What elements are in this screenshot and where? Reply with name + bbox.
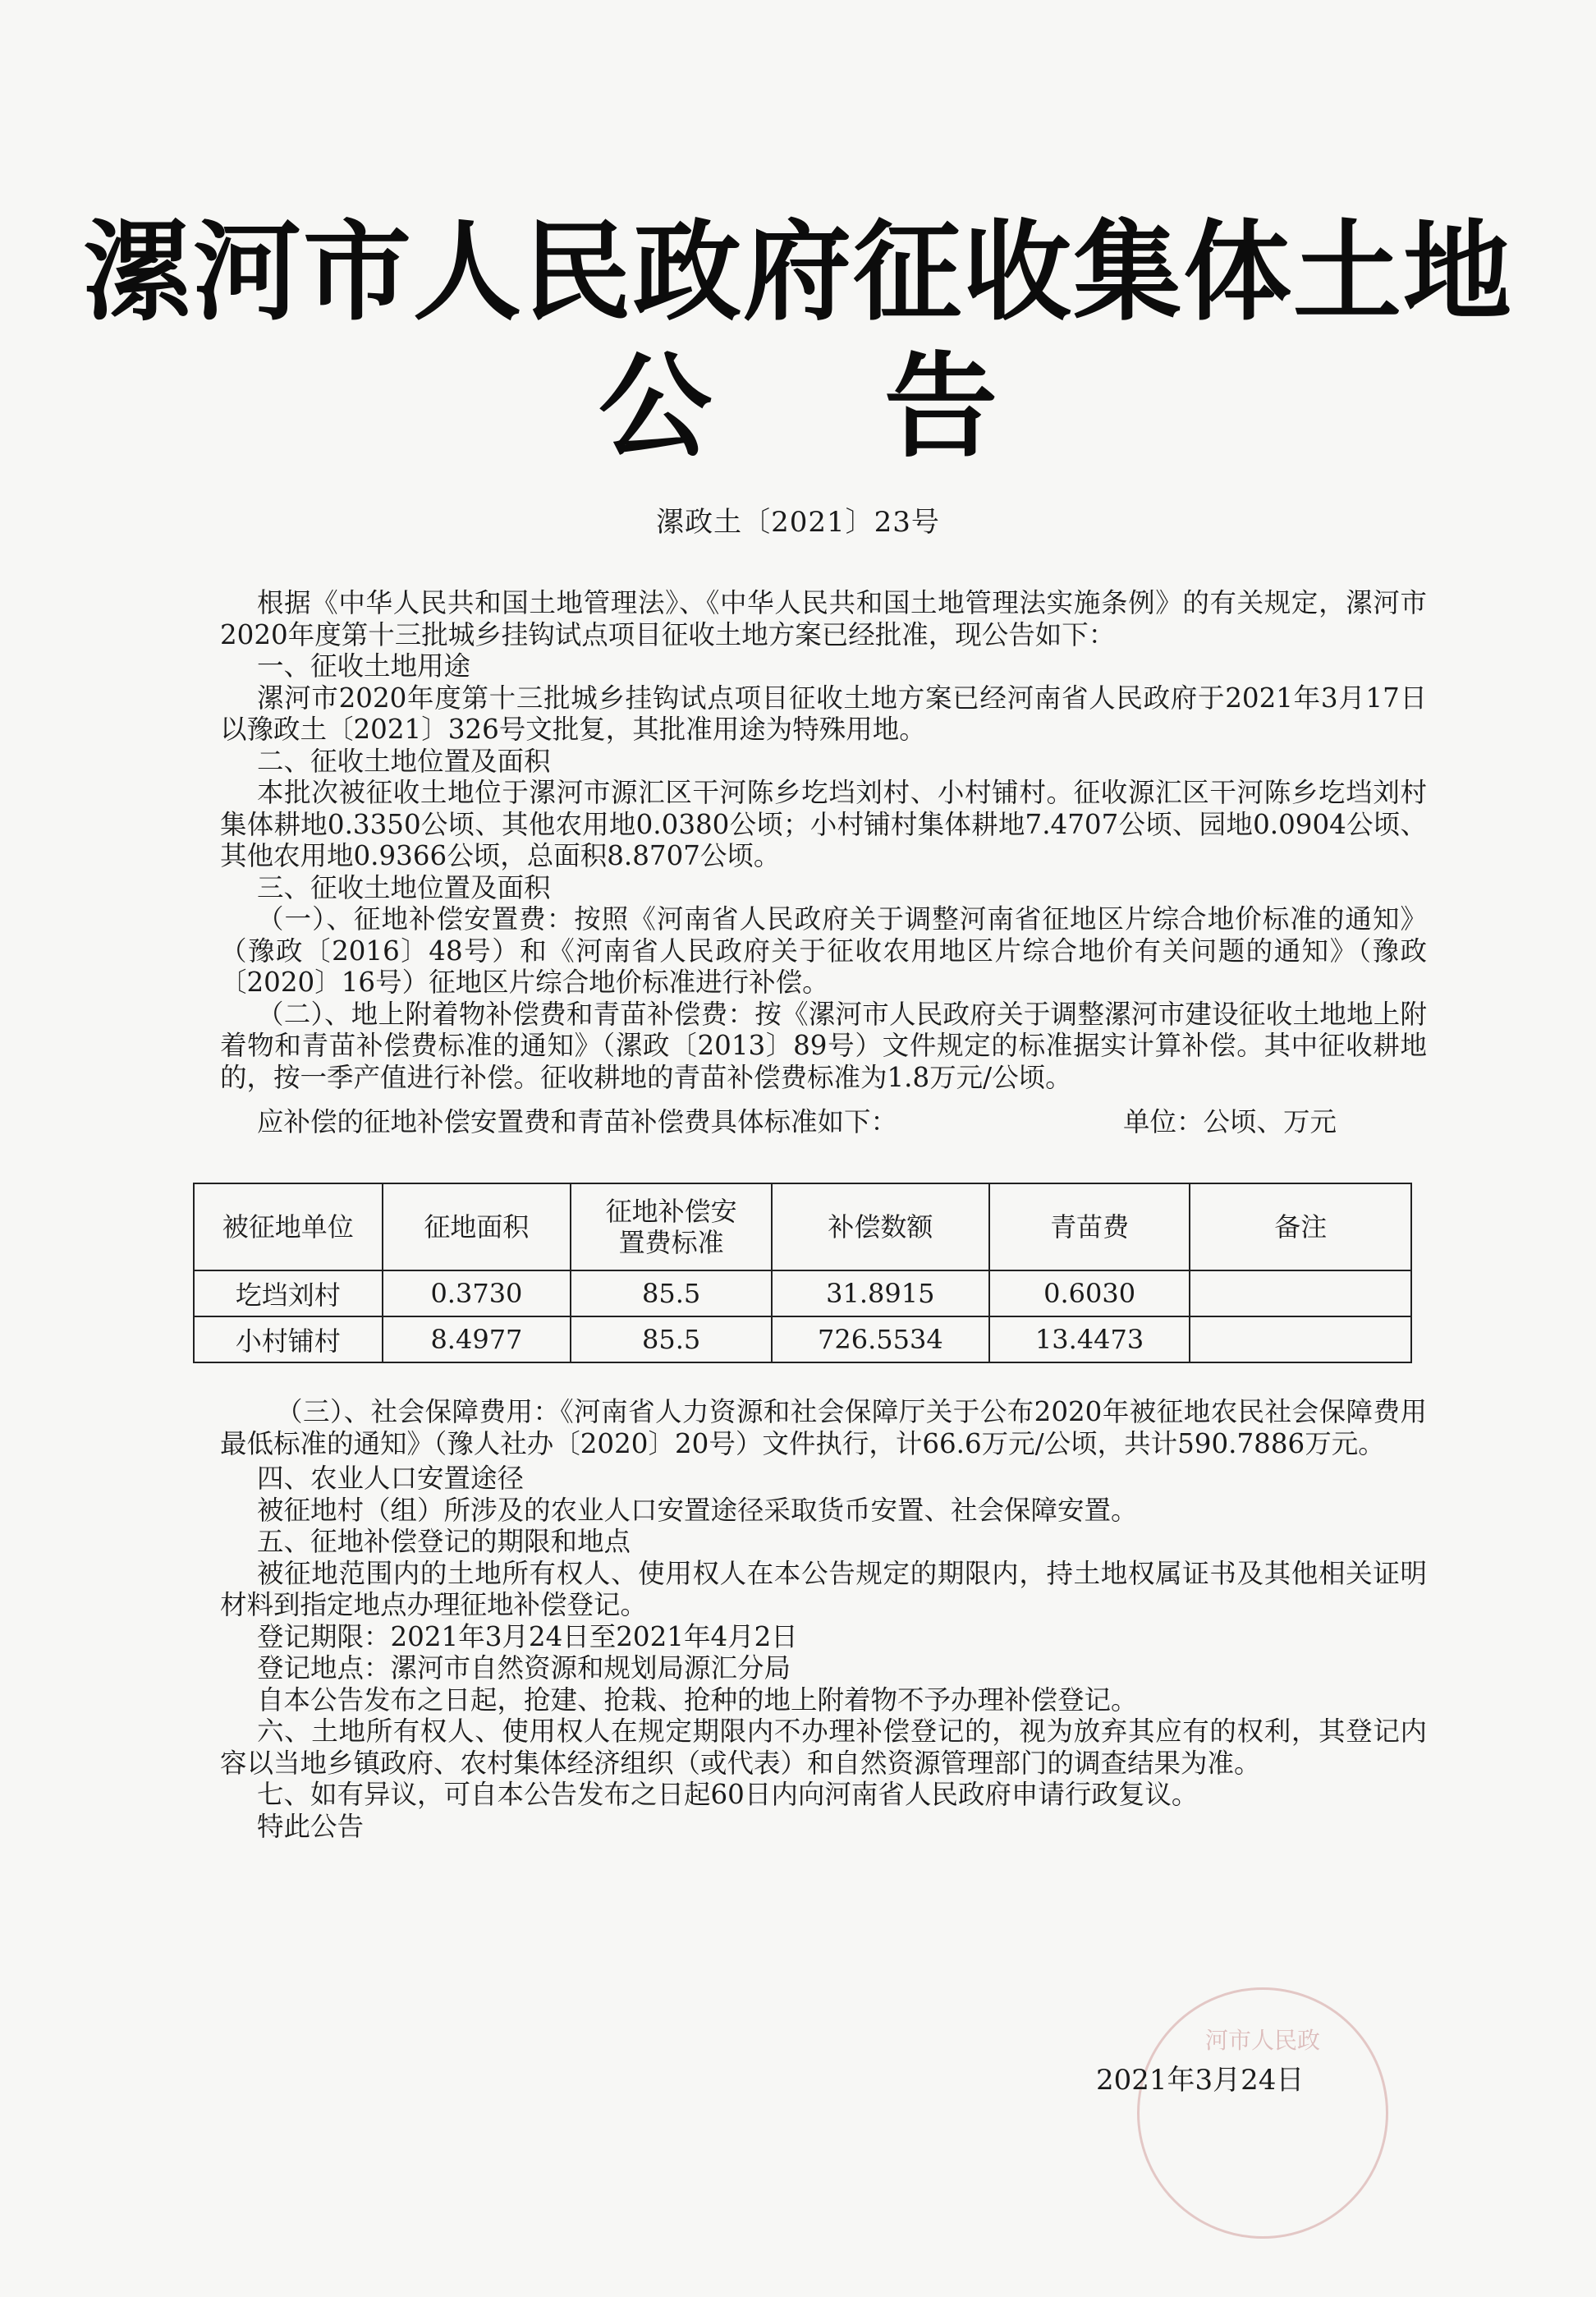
table-cell: 85.5 xyxy=(571,1316,772,1362)
table-header-cell: 被征地单位 xyxy=(194,1183,383,1270)
seal-text: 河市人民政 xyxy=(1204,2027,1320,2054)
table-header-cell: 补偿数额 xyxy=(772,1183,989,1270)
section-5-heading: 五、征地补偿登记的期限和地点 xyxy=(257,1526,631,1557)
issue-date: 2021年3月24日 xyxy=(1096,2064,1305,2097)
table-header-cell: 备注 xyxy=(1190,1183,1411,1270)
closing-text: 特此公告 xyxy=(257,1810,365,1842)
table-intro: 应补偿的征地补偿安置费和青苗补偿费具体标准如下： xyxy=(257,1106,898,1137)
table-cell: 13.4473 xyxy=(989,1316,1190,1362)
table-cell: 726.5534 xyxy=(772,1316,989,1362)
section-2-heading: 二、征收土地位置及面积 xyxy=(257,745,551,777)
section-4-heading: 四、农业人口安置途径 xyxy=(257,1463,525,1494)
registration-note: 自本公告发布之日起，抢建、抢栽、抢种的地上附着物不予办理补偿登记。 xyxy=(257,1684,1138,1716)
table-cell: 0.6030 xyxy=(989,1270,1190,1316)
table-header-cell: 青苗费 xyxy=(989,1183,1190,1270)
section-1-heading: 一、征收土地用途 xyxy=(257,650,471,682)
section-6-text: 六、土地所有权人、使用权人在规定期限内不办理补偿登记的，视为放弃其应有的权利，其登记内容以当地乡镇政府、农村集体经济组织（或代表）和自然资源管理部门的调查结果为准。 xyxy=(220,1716,1427,1779)
table-cell: 8.4977 xyxy=(383,1316,571,1362)
section-1-text: 漯河市2020年度第十三批城乡挂钩试点项目征收土地方案已经河南省人民政府于2021年3月17日以豫政土〔2021〕326号文批复，其批准用途为特殊用地。 xyxy=(220,682,1427,745)
table-cell xyxy=(1190,1270,1411,1316)
table-cell: 31.8915 xyxy=(772,1270,989,1316)
registration-place: 登记地点：漯河市自然资源和规划局源汇分局 xyxy=(257,1652,791,1684)
notice-body-upper xyxy=(220,587,1427,1138)
table-cell: 0.3730 xyxy=(383,1270,571,1316)
table-cell: 85.5 xyxy=(571,1270,772,1316)
table-caption xyxy=(220,1106,1427,1138)
table-header-cell: 征地补偿安置费标准 xyxy=(571,1183,772,1270)
table-cell xyxy=(1190,1316,1411,1362)
section-7-text: 七、如有异议，可自本公告发布之日起60日内向河南省人民政府申请行政复议。 xyxy=(257,1779,1199,1810)
section-3-item-2: （二）、地上附着物补偿费和青苗补偿费：按《漯河市人民政府关于调整漯河市建设征收土地地上附着物和青苗补偿费标准的通知》（漯政〔2013〕89号）文件规定的标准据实计算补偿。其中征收耕地的，按一季产值进行补偿。征收耕地的青苗补偿费标准为1.8万元/公顷。 xyxy=(220,998,1427,1093)
section-3-heading: 三、征收土地位置及面积 xyxy=(257,871,551,903)
table-unit: 单位：公顷、万元 xyxy=(1122,1106,1337,1137)
table-row xyxy=(194,1270,1411,1316)
official-seal xyxy=(1137,1987,1388,2239)
table-cell: 圪垱刘村 xyxy=(194,1270,383,1316)
table-header-row xyxy=(194,1183,1411,1270)
section-4-text: 被征地村（组）所涉及的农业人口安置途径采取货币安置、社会保障安置。 xyxy=(257,1494,1138,1526)
notice-title: 漯河市人民政府征收集体土地 xyxy=(83,209,1513,336)
compensation-table xyxy=(193,1183,1412,1363)
table-row xyxy=(194,1316,1411,1362)
section-5-text: 被征地范围内的土地所有权人、使用权人在本公告规定的期限内，持土地权属证书及其他相关证明材料到指定地点办理征地补偿登记。 xyxy=(220,1557,1427,1620)
section-3-item-3: （三）、社会保障费用：《河南省人力资源和社会保障厅关于公布2020年被征地农民社会保障费用最低标准的通知》（豫人社办〔2020〕20号）文件执行，计66.6万元/公顷，共计590.7886万元。 xyxy=(220,1396,1427,1459)
section-2-text: 本批次被征收土地位于漯河市源汇区干河陈乡圪垱刘村、小村铺村。征收源汇区干河陈乡圪垱刘村集体耕地0.3350公顷、其他农用地0.0380公顷；小村铺村集体耕地7.4707公顷、园地0.0904公顷、其他农用地0.9366公顷，总面积8.8707公顷。 xyxy=(220,777,1427,871)
registration-period: 登记期限：2021年3月24日至2021年4月2日 xyxy=(257,1620,798,1652)
notice-body-lower xyxy=(220,1396,1427,1842)
intro-paragraph: 根据《中华人民共和国土地管理法》、《中华人民共和国土地管理法实施条例》的有关规定，漯河市2020年度第十三批城乡挂钩试点项目征收土地方案已经批准，现公告如下： xyxy=(220,587,1427,650)
section-3-item-1: （一）、征地补偿安置费：按照《河南省人民政府关于调整河南省征地区片综合地价标准的通知》（豫政〔2016〕48号）和《河南省人民政府关于征收农用地区片综合地价有关问题的通知》（豫政〔2020〕16号）征地区片综合地价标准进行补偿。 xyxy=(220,903,1427,998)
table-header-cell: 征地面积 xyxy=(383,1183,571,1270)
table-cell: 小村铺村 xyxy=(194,1316,383,1362)
notice-title-subtitle: 公告 xyxy=(598,341,1170,473)
document-number: 漯政土〔2021〕23号 xyxy=(656,506,940,539)
